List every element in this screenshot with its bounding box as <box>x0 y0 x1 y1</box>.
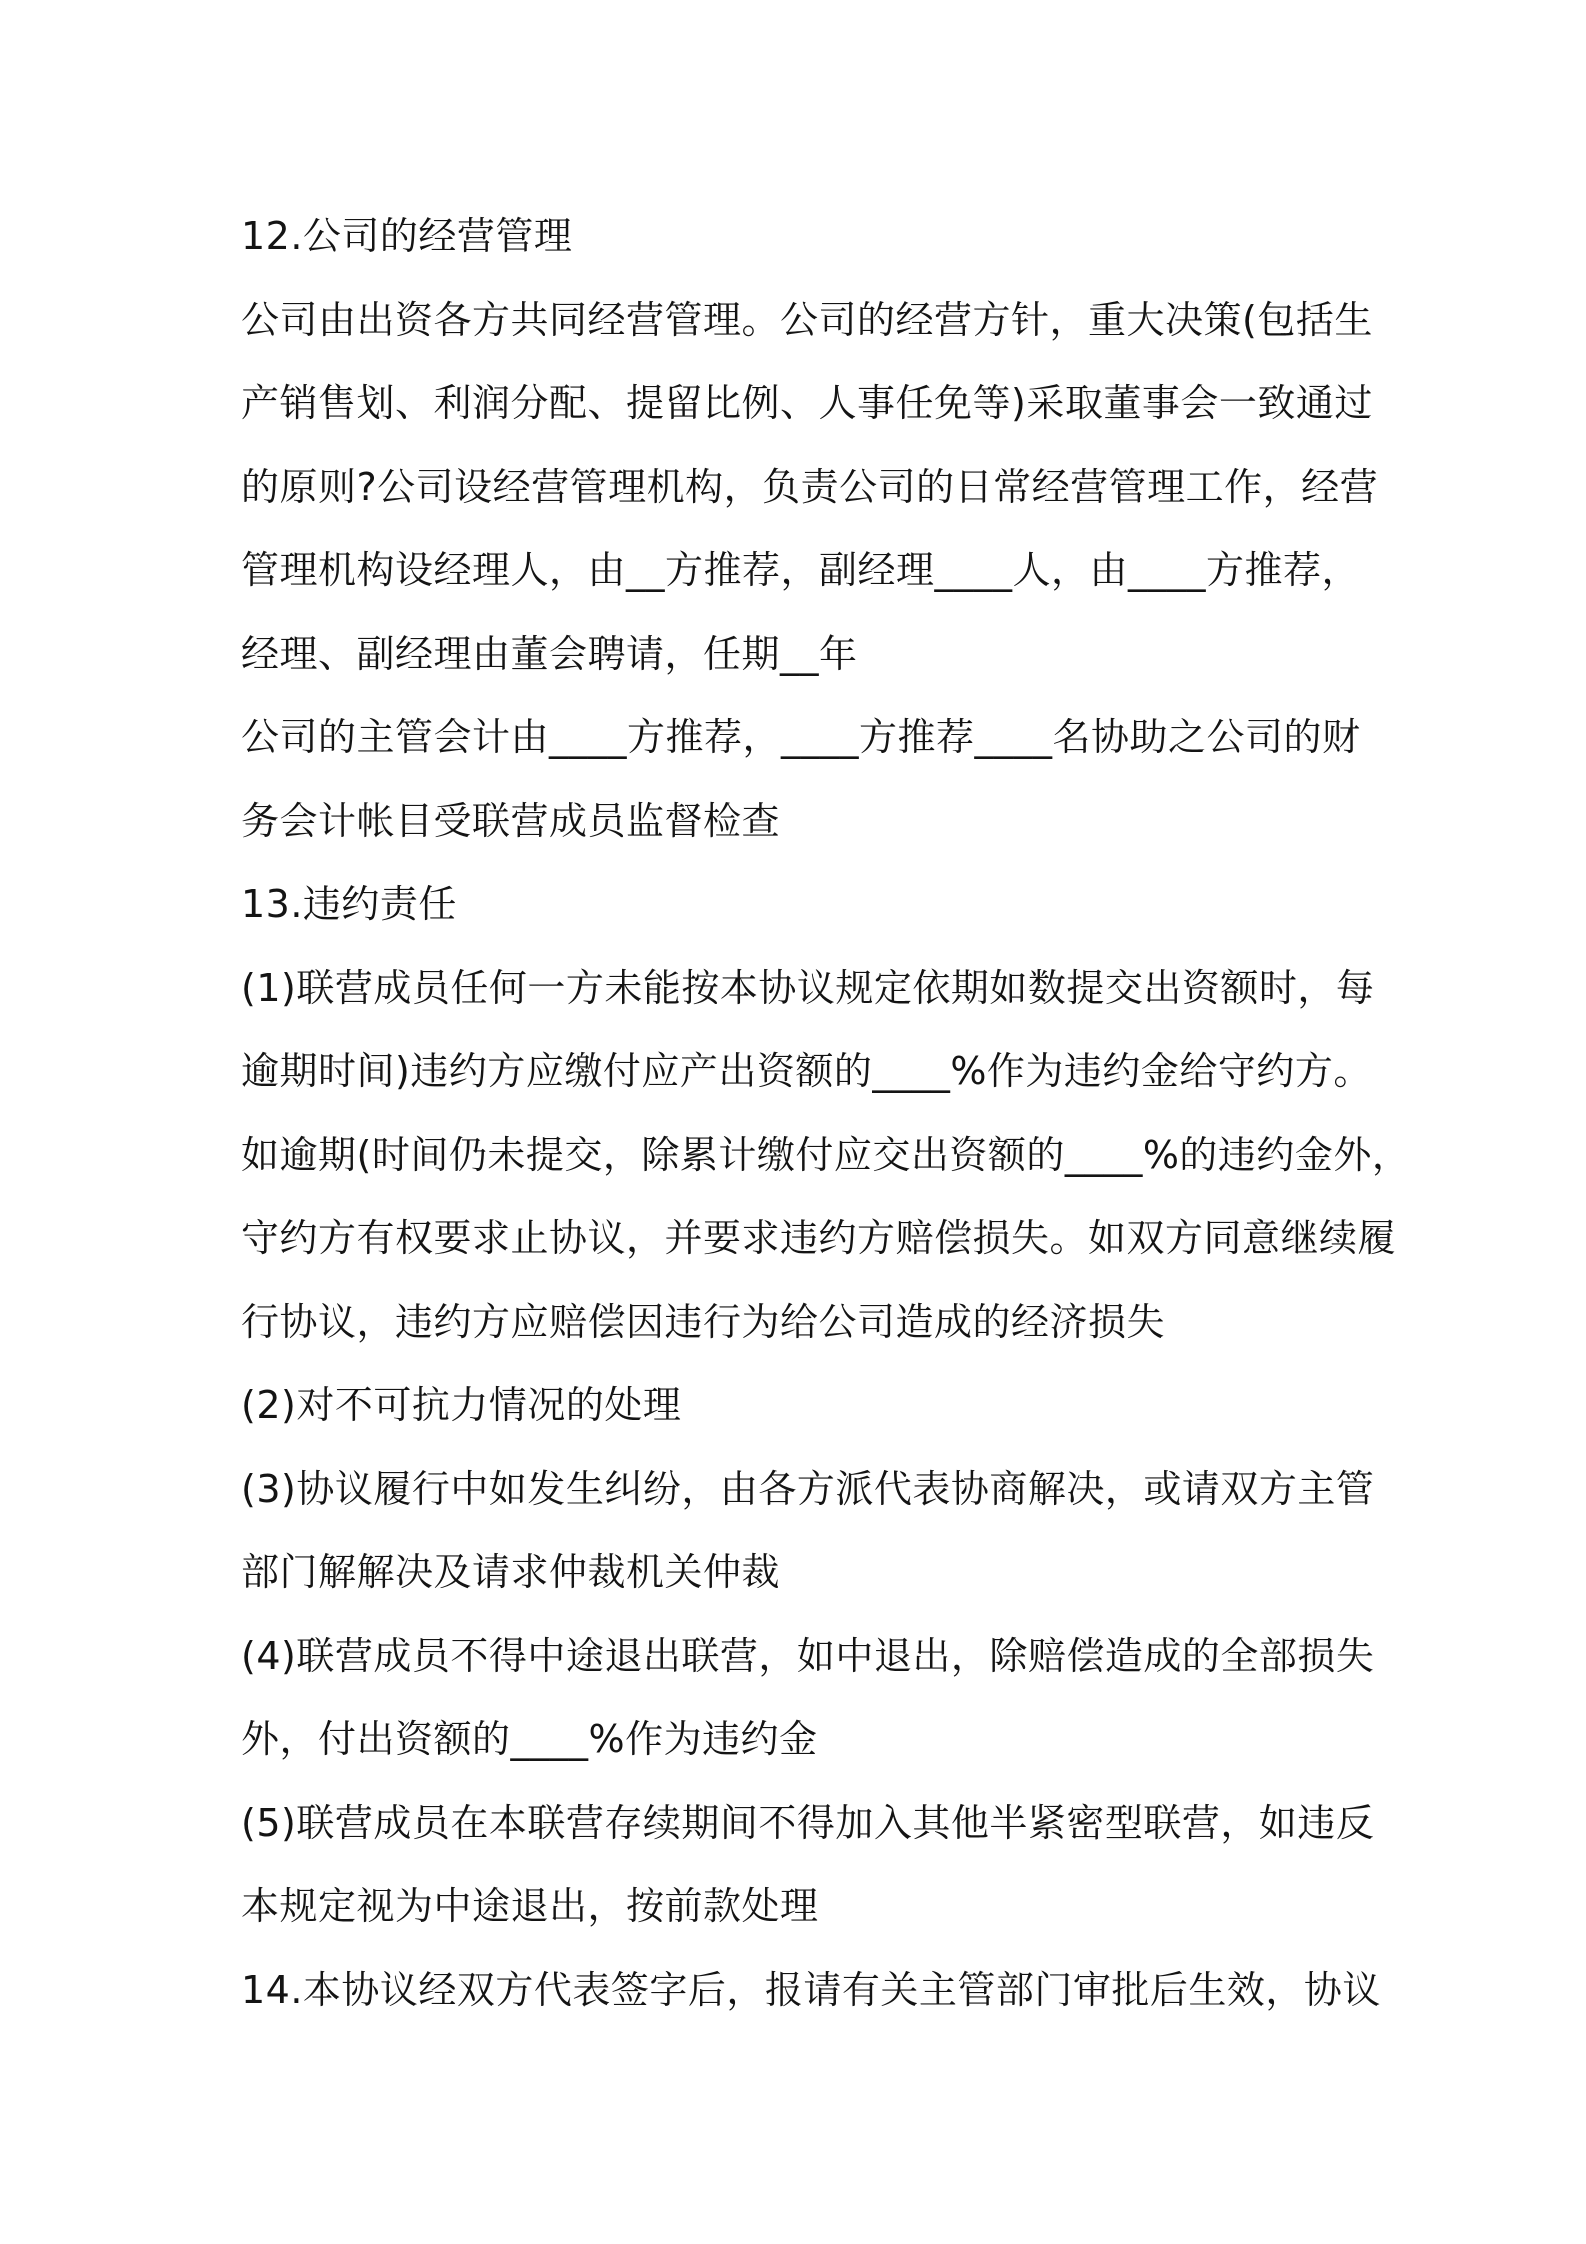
paragraph-line: 部门解解决及请求仲裁机关仲裁 <box>241 1550 781 1594</box>
paragraph-line: 产销售划、利润分配、提留比例、人事任免等)采取董事会一致通过 <box>241 381 1373 425</box>
paragraph-line: 如逾期(时间仍未提交，除累计缴付应交出资额的____%的违约金外， <box>241 1132 1411 1177</box>
paragraph-line: 公司由出资各方共同经营管理。公司的经营方针，重大决策(包括生 <box>241 297 1373 342</box>
paragraph-line: 的原则?公司设经营管理机构，负责公司的日常经营管理工作，经营 <box>241 464 1379 509</box>
paragraph-line: 外，付出资额的____%作为违约金 <box>241 1717 818 1761</box>
paragraph-line: (3)协议履行中如发生纠纷，由各方派代表协商解决，或请双方主管 <box>241 1466 1375 1511</box>
section-heading-13: 13.违约责任 <box>241 882 457 926</box>
paragraph-line: (4)联营成员不得中途退出联营，如中退出，除赔偿造成的全部损失 <box>241 1633 1375 1678</box>
paragraph-line: (2)对不可抗力情况的处理 <box>241 1383 682 1427</box>
paragraph-line: (1)联营成员任何一方未能按本协议规定依期如数提交出资额时，每 <box>241 965 1375 1010</box>
document-body <box>241 195 1411 2032</box>
paragraph-line: 公司的主管会计由____方推荐，____方推荐____名协助之公司的财 <box>241 715 1361 759</box>
paragraph-line: 经理、副经理由董会聘请，任期__年 <box>241 631 858 676</box>
paragraph-line: 管理机构设经理人，由__方推荐，副经理____人，由____方推荐， <box>241 548 1361 592</box>
paragraph-line: (5)联营成员在本联营存续期间不得加入其他半紧密型联营，如违反 <box>241 1800 1375 1845</box>
paragraph-line: 守约方有权要求止协议，并要求违约方赔偿损失。如双方同意继续履 <box>241 1216 1397 1260</box>
paragraph-line: 行协议，违约方应赔偿因违行为给公司造成的经济损失 <box>241 1299 1166 1344</box>
paragraph-line: 本规定视为中途退出，按前款处理 <box>241 1884 819 1928</box>
section-heading-14: 14.本协议经双方代表签字后，报请有关主管部门审批后生效，协议 <box>241 1967 1381 2012</box>
paragraph-line: 逾期时间)违约方应缴付应产出资额的____%作为违约金给守约方。 <box>241 1049 1372 1093</box>
paragraph-line: 务会计帐目受联营成员监督检查 <box>241 798 781 843</box>
section-heading-12: 12.公司的经营管理 <box>241 214 573 258</box>
